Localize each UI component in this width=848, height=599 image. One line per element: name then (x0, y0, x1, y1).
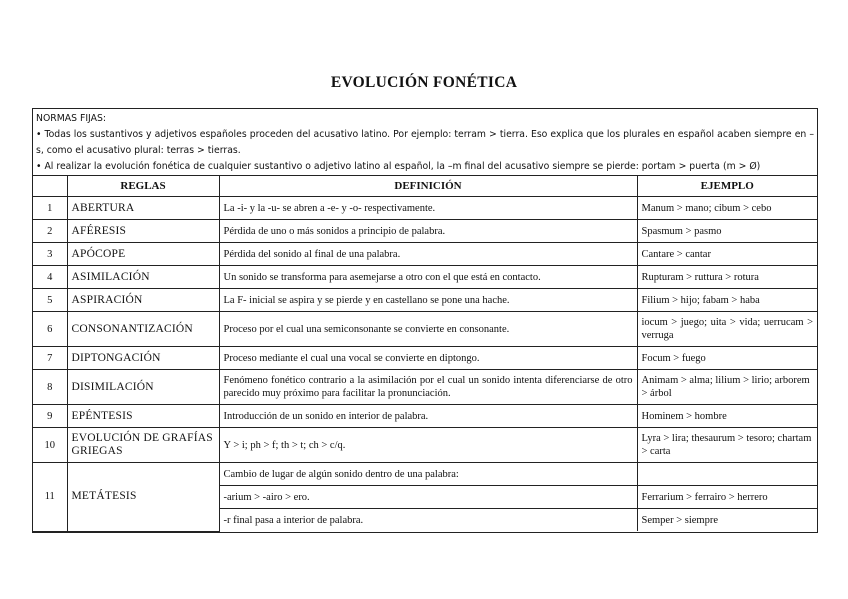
rule-name: ASIMILACIÓN (67, 266, 219, 289)
rule-name: DISIMILACIÓN (67, 370, 219, 405)
rule-example: Cantare > cantar (637, 243, 817, 266)
rules-table (33, 176, 817, 532)
rule-name: ABERTURA (67, 197, 219, 220)
row-number: 3 (33, 243, 67, 266)
rule-definition: Un sonido se transforma para asemejarse a otro con el que está en contacto. (219, 266, 637, 289)
rule-name: METÁTESIS (67, 463, 219, 532)
norms-heading: NORMAS FIJAS: (36, 113, 107, 124)
rule-example: iocum > juego; uita > vida; uerrucam > verruga (637, 312, 817, 347)
rule-example: Lyra > lira; thesaurum > tesoro; chartam > carta (637, 428, 817, 463)
row-number: 2 (33, 220, 67, 243)
rule-name: EVOLUCIÓN DE GRAFÍAS GRIEGAS (67, 428, 219, 463)
rule-name: ASPIRACIÓN (67, 289, 219, 312)
rule-definition: -r final pasa a interior de palabra. (219, 509, 637, 532)
header-rule: REGLAS (67, 176, 219, 197)
table-row (33, 289, 817, 312)
rule-example: Focum > fuego (637, 347, 817, 370)
rule-example: Rupturam > ruttura > rotura (637, 266, 817, 289)
rule-definition: Y > i; ph > f; th > t; ch > c/q. (219, 428, 637, 463)
page-title: EVOLUCIÓN FONÉTICA (330, 74, 518, 91)
norms-line-2: • Al realizar la evolución fonética de cualquier sustantivo o adjetivo latino al español, la –m final del acusativo siempre se pierde: portam > puerta (m > Ø) (36, 161, 761, 172)
rule-example: Filium > hijo; fabam > haba (637, 289, 817, 312)
table-row (33, 243, 817, 266)
row-number: 1 (33, 197, 67, 220)
rule-definition: Introducción de un sonido en interior de palabra. (219, 405, 637, 428)
row-number: 5 (33, 289, 67, 312)
rule-example: Spasmum > pasmo (637, 220, 817, 243)
rule-definition: La F- inicial se aspira y se pierde y en castellano se pone una hache. (219, 289, 637, 312)
rule-example: Hominem > hombre (637, 405, 817, 428)
table-row (33, 312, 817, 347)
header-num (33, 176, 67, 197)
rule-definition: Cambio de lugar de algún sonido dentro de una palabra: (219, 463, 637, 486)
rule-example: Ferrarium > ferrairo > herrero (637, 486, 817, 509)
rule-definition: Proceso por el cual una semiconsonante se convierte en consonante. (219, 312, 637, 347)
table-row (33, 428, 817, 463)
table-row (33, 266, 817, 289)
row-number: 6 (33, 312, 67, 347)
rule-definition: -arium > -airo > ero. (219, 486, 637, 509)
rule-name: EPÉNTESIS (67, 405, 219, 428)
rule-name: CONSONANTIZACIÓN (67, 312, 219, 347)
norms-section (33, 109, 817, 176)
row-number: 11 (33, 463, 67, 532)
rule-definition: La -i- y la -u- se abren a -e- y -o- respectivamente. (219, 197, 637, 220)
rule-example: Manum > mano; cibum > cebo (637, 197, 817, 220)
table-row (33, 197, 817, 220)
rules-document (32, 108, 818, 533)
rule-example (637, 463, 817, 486)
rule-name: DIPTONGACIÓN (67, 347, 219, 370)
rule-example: Semper > siempre (637, 509, 817, 532)
table-header-row (33, 176, 817, 197)
table-row (33, 220, 817, 243)
rule-name: APÓCOPE (67, 243, 219, 266)
header-example: EJEMPLO (637, 176, 817, 197)
rule-definition: Pérdida de uno o más sonidos a principio de palabra. (219, 220, 637, 243)
table-row (33, 405, 817, 428)
table-row (33, 370, 817, 405)
rule-definition: Pérdida del sonido al final de una palabra. (219, 243, 637, 266)
rule-definition: Proceso mediante el cual una vocal se convierte en diptongo. (219, 347, 637, 370)
row-number: 4 (33, 266, 67, 289)
header-definition: DEFINICIÓN (219, 176, 637, 197)
table-row (33, 347, 817, 370)
row-number: 9 (33, 405, 67, 428)
norms-line-1: • Todas los sustantivos y adjetivos españoles proceden del acusativo latino. Por ejemplo: terram > tierra. Eso explica que los plurales en español acaben siempre en –s, como el acusativo plural: terras > tierras. (36, 129, 814, 156)
row-number: 10 (33, 428, 67, 463)
row-number: 8 (33, 370, 67, 405)
row-number: 7 (33, 347, 67, 370)
table-row (33, 463, 817, 486)
rule-definition: Fenómeno fonético contrario a la asimilación por el cual un sonido intenta diferenciarse de otro parecido muy próximo para facilitar la pronunciación. (219, 370, 637, 405)
rule-name: AFÉRESIS (67, 220, 219, 243)
rule-example: Animam > alma; lilium > lirio; arborem > árbol (637, 370, 817, 405)
